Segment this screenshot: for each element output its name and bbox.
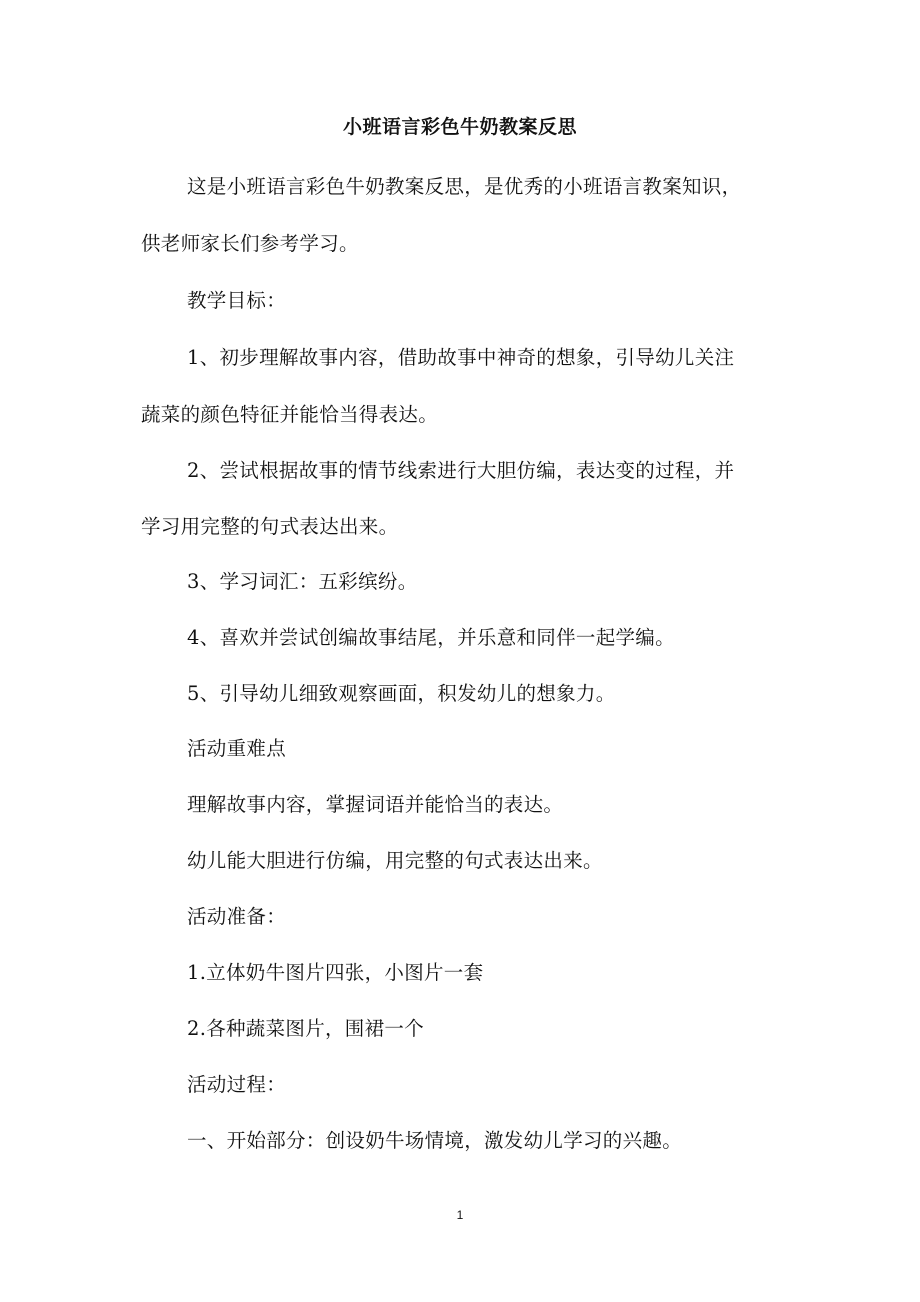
preparation-item-1: 1.立体奶牛图片四张，小图片一套 — [187, 961, 484, 984]
goal-5: 5、引导幼儿细致观察画面，积发幼儿的想象力。 — [187, 682, 616, 705]
goal-1-line-2: 蔬菜的颜色特征并能恰当得表达。 — [141, 403, 439, 426]
key-point-1: 理解故事内容，掌握词语并能恰当的表达。 — [187, 793, 564, 816]
process-heading: 活动过程： — [187, 1073, 287, 1096]
key-points-heading: 活动重难点 — [187, 737, 287, 760]
goal-4: 4、喜欢并尝试创编故事结尾，并乐意和同伴一起学编。 — [187, 626, 675, 649]
preparation-heading: 活动准备： — [187, 905, 287, 928]
intro-line-1: 这是小班语言彩色牛奶教案反思，是优秀的小班语言教案知识， — [187, 175, 742, 198]
key-point-2: 幼儿能大胆进行仿编，用完整的句式表达出来。 — [187, 849, 603, 872]
page-number: 1 — [456, 1208, 464, 1222]
process-step-1: 一、开始部分：创设奶牛场情境，激发幼儿学习的兴趣。 — [187, 1129, 683, 1152]
goal-3: 3、学习词汇：五彩缤纷。 — [187, 570, 418, 593]
goal-2-line-1: 2、尝试根据故事的情节线索进行大胆仿编，表达变的过程，并 — [187, 459, 735, 482]
goal-2-line-2: 学习用完整的句式表达出来。 — [141, 515, 399, 538]
goals-heading: 教学目标： — [187, 289, 287, 312]
document-title: 小班语言彩色牛奶教案反思 — [342, 116, 577, 138]
intro-line-2: 供老师家长们参考学习。 — [141, 232, 359, 255]
preparation-item-2: 2.各种蔬菜图片，围裙一个 — [187, 1017, 425, 1040]
goal-1-line-1: 1、初步理解故事内容，借助故事中神奇的想象，引导幼儿关注 — [187, 346, 735, 369]
